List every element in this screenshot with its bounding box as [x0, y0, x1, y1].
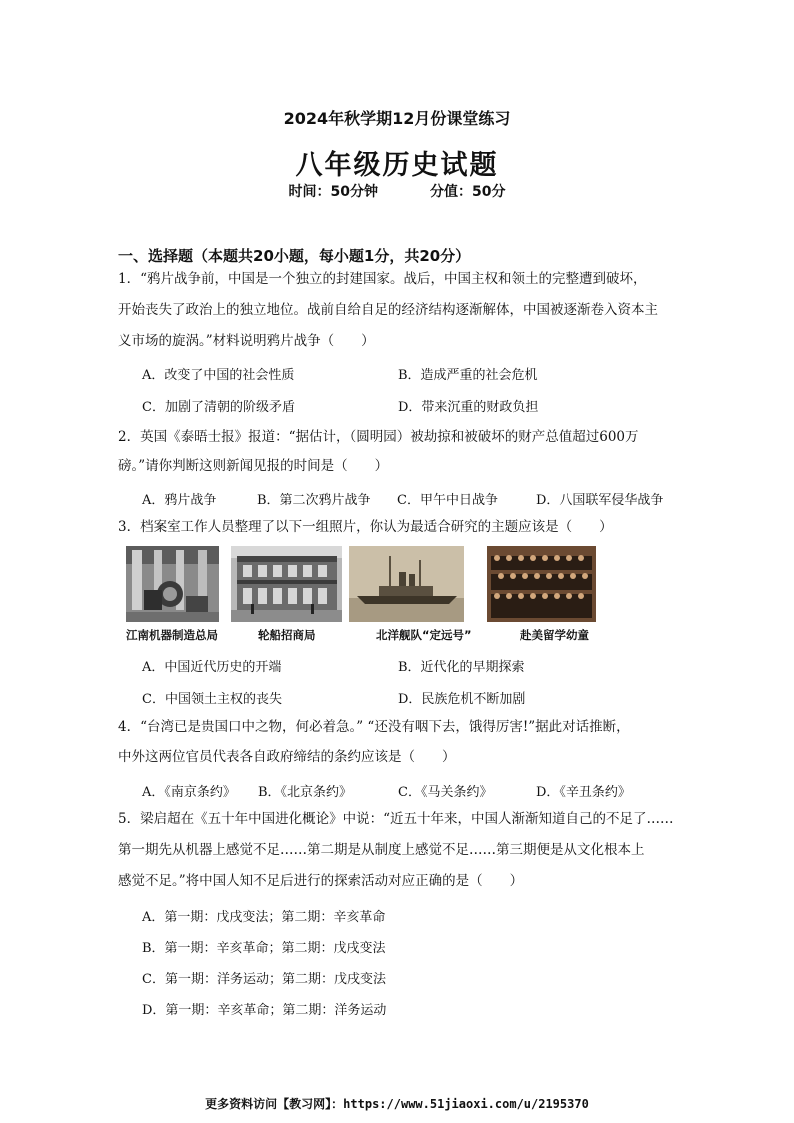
question-3-option-b: B．近代化的早期探索 — [398, 660, 525, 675]
factory-image — [126, 546, 219, 622]
photo-caption-2: 轮船招商局 — [258, 628, 316, 642]
question-4-line-2: 中外这两位官员代表各自政府缔结的条约应该是（ ） — [118, 749, 456, 765]
question-2-option-c: C．甲午中日战争 — [397, 493, 498, 508]
question-3-option-d: D．民族危机不断加剧 — [398, 692, 526, 707]
question-3-line-1: 3．档案室工作人员整理了以下一组照片，你认为最适合研究的主题应该是（ ） — [118, 519, 613, 535]
group-photo-image — [487, 546, 596, 622]
question-4-option-c: C．《马关条约》 — [398, 785, 493, 800]
question-4-option-b: B．《北京条约》 — [258, 785, 353, 800]
question-1-option-c: C．加剧了清朝的阶级矛盾 — [142, 400, 295, 415]
building-image — [231, 546, 342, 622]
question-5-option-b: B．第一期：辛亥革命；第二期：戊戌变法 — [142, 941, 386, 956]
question-4-option-a: A．《南京条约》 — [142, 785, 236, 800]
exam-meta — [0, 181, 794, 201]
question-5-line-3: 感觉不足。”将中国人知不足后进行的探索活动对应正确的是（ ） — [118, 873, 524, 889]
question-5-option-a: A．第一期：戊戌变法；第二期：辛亥革命 — [142, 910, 386, 925]
exam-score: 分值：50分 — [430, 184, 506, 200]
question-1-line-3: 义市场的旋涡。”材料说明鸦片战争（ ） — [118, 333, 375, 349]
question-5-option-d: D．第一期：辛亥革命；第二期：洋务运动 — [142, 1003, 387, 1018]
question-2-option-a: A．鸦片战争 — [142, 493, 217, 508]
question-2-line-1: 2．英国《泰晤士报》报道：“据估计，（圆明园）被劫掠和被破坏的财产总值超过600万 — [118, 429, 639, 445]
question-2-line-2: 磅。”请你判断这则新闻见报的时间是（ ） — [118, 458, 389, 474]
question-4-option-d: D．《辛丑条约》 — [536, 785, 631, 800]
question-1-line-2: 开始丧失了政治上的独立地位。战前自给自足的经济结构逐渐解体，中国被逐渐卷入资本主 — [118, 302, 658, 318]
question-2-option-b: B．第二次鸦片战争 — [257, 493, 371, 508]
question-1-option-a: A．改变了中国的社会性质 — [142, 368, 295, 383]
photo-caption-3: 北洋舰队“定远号” — [376, 628, 472, 642]
section-heading: 一、选择题（本题共20小题，每小题1分，共20分） — [118, 247, 471, 265]
question-5-line-2: 第一期先从机器上感觉不足……第二期是从制度上感觉不足……第三期便是从文化根本上 — [118, 842, 645, 858]
footer-link[interactable]: 更多资料访问【教习网】：https://www.51jiaoxi.com/u/2195370 — [205, 1097, 589, 1111]
students-photo — [487, 546, 596, 622]
exam-title: 八年级历史试题 — [295, 150, 499, 181]
merchants-bureau-photo — [231, 546, 342, 622]
question-1-line-1: 1．“鸦片战争前，中国是一个独立的封建国家。战后，中国主权和领土的完整遭到破坏， — [118, 271, 647, 287]
photo-caption-4: 赴美留学幼童 — [520, 628, 589, 642]
photo-caption-1: 江南机器制造总局 — [126, 628, 218, 642]
question-5-line-1: 5．梁启超在《五十年中国进化概论》中说：“近五十年来，中国人渐渐知道自己的不足了…… — [118, 811, 674, 827]
question-3-option-c: C．中国领土主权的丧失 — [142, 692, 282, 707]
question-5-option-c: C．第一期：洋务运动；第二期：戊戌变法 — [142, 972, 386, 987]
question-3-option-a: A．中国近代历史的开端 — [142, 660, 282, 675]
warship-image — [349, 546, 464, 622]
question-4-line-1: 4．“台湾已是贵国口中之物，何必着急。” “还没有咽下去，饿得厉害!”据此对话推断， — [118, 719, 630, 735]
question-1-option-b: B．造成严重的社会危机 — [398, 368, 538, 383]
exam-time: 时间：50分钟 — [288, 184, 378, 200]
dingyuan-ship-photo — [349, 546, 464, 622]
question-2-option-d: D．八国联军侵华战争 — [536, 493, 664, 508]
exam-subtitle: 2024年秋学期12月份课堂练习 — [283, 109, 511, 128]
question-1-option-d: D．带来沉重的财政负担 — [398, 400, 539, 415]
jiangnan-arsenal-photo — [126, 546, 219, 622]
